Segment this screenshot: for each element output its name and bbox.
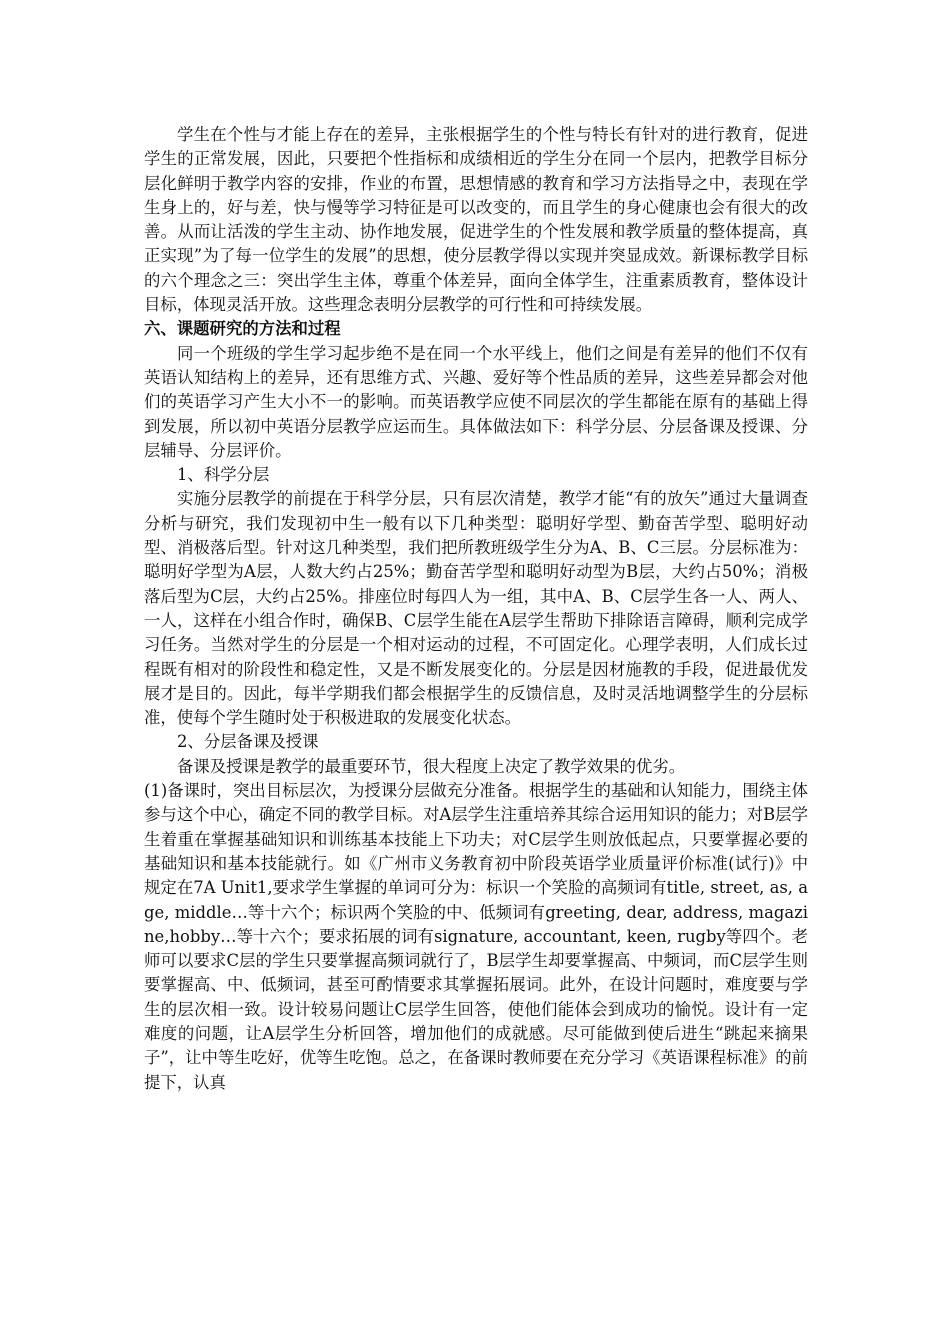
subsection-paragraph-2: 备课及授课是教学的最重要环节，很大程度上决定了教学效果的优劣。 xyxy=(177,756,686,776)
section-heading: 六、课题研究的方法和过程 xyxy=(144,319,341,339)
document-page xyxy=(144,123,808,1095)
list-item-1: (1)备课时，突出目标层次，为授课分层做充分准备。根据学生的基础和认知能力，围绕主体参与这个中心，确定不同的教学目标。对A层学生注重培养其综合运用知识的能力；对B层学生着重在掌握基础知识和训练基本技能上下功夫；对C层学生则放低起点，只要掌握必要的基础知识和基本技能就行。如《广州市义务教育初中阶段英语学业质量评价标准(试行)》中规定在7A Unit1,要求学生掌握的单词可分为：标识一个笑脸的高频词有title, street, as, age, middle…等十六个；标识两个笑脸的中、低频词有greeting, dear, address, magazine,hobby…等十六个；要求拓展的词有signature, accountant, keen, rugby等四个。老师可以要求C层的学生只要掌握高频词就行了，B层学生却要掌握高、中频词，而C层学生则要掌握高、中、低频词，甚至可酌情要求其掌握拓展词。此外，在设计问题时，难度要与学生的层次相一致。设计较易问题让C层学生回答，使他们能体会到成功的愉悦。设计有一定难度的问题，让A层学生分析回答，增加他们的成就感。尽可能做到使后进生“跳起来摘果子”，让中等生吃好，优等生吃饱。总之，在备课时教师要在充分学习《英语课程标准》的前提下，认真 xyxy=(144,781,809,1092)
intro-paragraph: 学生在个性与才能上存在的差异，主张根据学生的个性与特长有针对的进行教育，促进学生的正常发展，因此，只要把个性指标和成绩相近的学生分在同一个层内，把教学目标分层化鲜明于教学内容的安排，作业的布置，思想情感的教育和学习方法指导之中，表现在学生身上的，好与差，快与慢等学习特征是可以改变的，而且学生的身心健康也会有很大的改善。从而让活泼的学生主动、协作地发展，促进学生的个性发展和教学质量的整体提高，真正实现”为了每一位学生的发展”的思想，使分层教学得以实现并突显成效。新课标教学目标的六个理念之三：突出学生主体，尊重个体差异，面向全体学生，注重素质教育，整体设计目标，体现灵活开放。这些理念表明分层教学的可行性和可持续发展。 xyxy=(144,125,808,315)
section-paragraph: 同一个班级的学生学习起步绝不是在同一个水平线上，他们之间是有差异的他们不仅有英语认知结构上的差异，还有思维方式、兴趣、爱好等个性品质的差异，这些差异都会对他们的英语学习产生大小不一的影响。而英语教学应使不同层次的学生都能在原有的基础上得到发展，所以初中英语分层教学应运而生。具体做法如下：科学分层、分层备课及授课、分层辅导、分层评价。 xyxy=(144,343,808,460)
subsection-title-2: 2、分层备课及授课 xyxy=(177,732,319,752)
subsection-paragraph-1: 实施分层教学的前提在于科学分层，只有层次清楚，教学才能“有的放矢”通过大量调查分析与研究，我们发现初中生一般有以下几种类型：聪明好学型、勤奋苦学型、聪明好动型、消极落后型。针对这几种类型，我们把所教班级学生分为A、B、C三层。分层标准为：聪明好学型为A层，人数大约占25%；勤奋苦学型和聪明好动型为B层，大约占50%；消极落后型为C层，大约占25%。排座位时每四人为一组，其中A、B、C层学生各一人、两人、一人，这样在小组合作时，确保B、C层学生能在A层学生帮助下排除语言障碍，顺利完成学习任务。当然对学生的分层是一个相对运动的过程，不可固定化。心理学表明，人们成长过程既有相对的阶段性和稳定性，又是不断发展变化的。分层是因材施教的手段，促进最优发展才是目的。因此，每半学期我们都会根据学生的反馈信息，及时灵活地调整学生的分层标准，使每个学生随时处于积极进取的发展变化状态。 xyxy=(144,489,808,728)
subsection-title-1: 1、科学分层 xyxy=(177,465,270,485)
